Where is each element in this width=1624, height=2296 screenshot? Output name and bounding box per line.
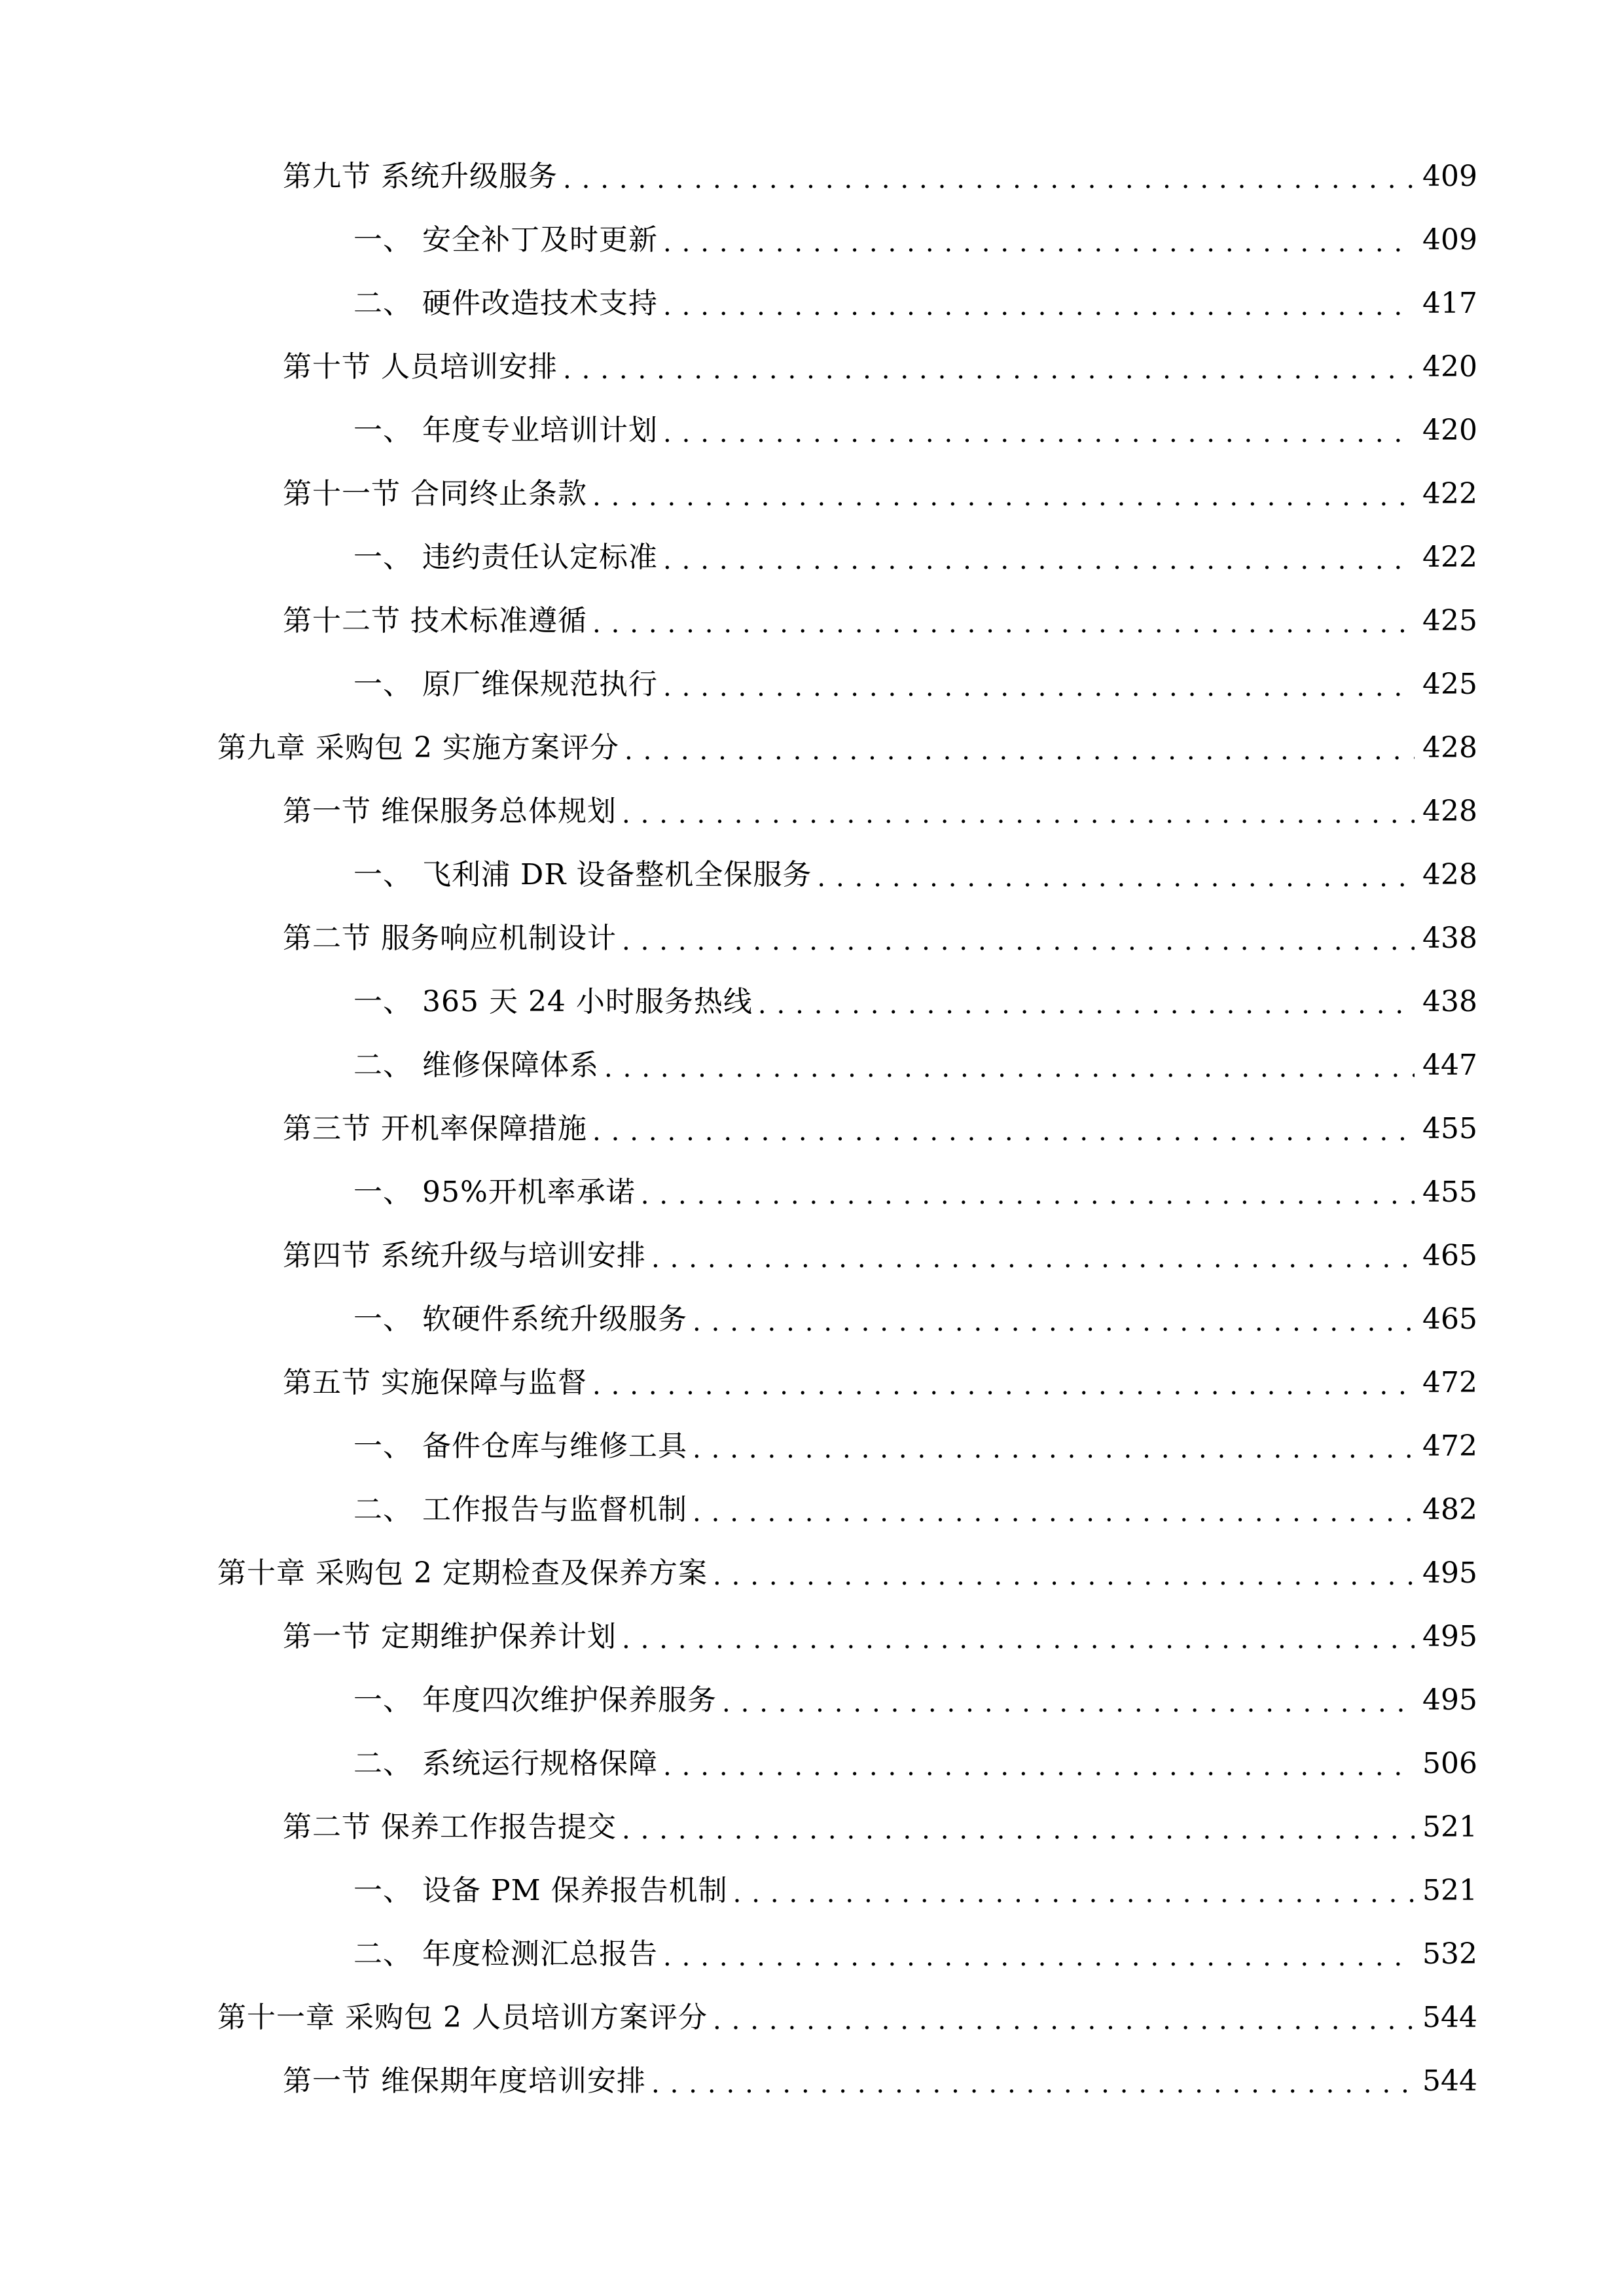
toc-entry-title: 二、 硬件改造技术支持 <box>353 287 658 320</box>
toc-entry-title: 一、 95%开机率承诺 <box>353 1175 636 1209</box>
toc-entry-page: 447 <box>1422 1049 1477 1082</box>
toc-entry-page: 422 <box>1422 541 1477 574</box>
toc-entry-title: 第二节 保养工作报告提交 <box>283 1810 617 1844</box>
toc-entry-title: 一、 原厂维保规范执行 <box>353 668 658 701</box>
toc-entry-page: 455 <box>1422 1112 1477 1145</box>
toc-entry-title: 二、 年度检测汇总报告 <box>353 1937 658 1971</box>
toc-entry-page: 532 <box>1422 1937 1477 1971</box>
toc-entry-title: 二、 工作报告与监督机制 <box>353 1493 687 1526</box>
toc-entry-page: 495 <box>1422 1556 1477 1590</box>
toc-leader-dots <box>641 1166 1415 1219</box>
toc-entry-page: 544 <box>1422 2064 1477 2098</box>
toc-entry-page: 425 <box>1422 604 1477 637</box>
toc-leader-dots <box>622 1801 1415 1854</box>
toc-entry-page: 422 <box>1422 477 1477 511</box>
toc-entry[interactable] <box>353 1928 1475 1981</box>
toc-leader-dots <box>693 1484 1415 1536</box>
toc-entry-title: 第一节 维保期年度培训安排 <box>283 2064 646 2098</box>
toc-entry-title: 一、 飞利浦 DR 设备整机全保服务 <box>353 858 812 891</box>
toc-leader-dots <box>693 1420 1415 1473</box>
toc-entry[interactable] <box>353 214 1475 266</box>
toc-entry[interactable] <box>283 151 1475 203</box>
toc-leader-dots <box>622 1611 1415 1663</box>
toc-leader-dots <box>592 468 1415 520</box>
toc-entry-title: 第十节 人员培训安排 <box>283 350 558 384</box>
toc-entry-page: 472 <box>1422 1366 1477 1399</box>
toc-entry[interactable] <box>217 722 1475 774</box>
toc-leader-dots <box>592 595 1415 647</box>
toc-leader-dots <box>563 341 1415 393</box>
toc-entry-page: 521 <box>1422 1874 1477 1907</box>
toc-entry-page: 472 <box>1422 1429 1477 1463</box>
toc-leader-dots <box>663 658 1415 711</box>
toc-entry-title: 一、 备件仓库与维修工具 <box>353 1429 687 1463</box>
toc-entry[interactable] <box>283 785 1475 838</box>
toc-entry-title: 一、 年度四次维护保养服务 <box>353 1683 717 1717</box>
toc-leader-dots <box>713 1547 1415 1600</box>
toc-entry-title: 一、 365 天 24 小时服务热线 <box>353 985 753 1018</box>
toc-entry-title: 二、 系统运行规格保障 <box>353 1747 658 1780</box>
toc-entry-title: 第十一节 合同终止条款 <box>283 477 587 511</box>
toc-entry-title: 第十章 采购包 2 定期检查及保养方案 <box>217 1556 708 1590</box>
toc-entry[interactable] <box>283 1103 1475 1155</box>
toc-entry[interactable] <box>283 1611 1475 1663</box>
toc-entry-page: 465 <box>1422 1239 1477 1272</box>
toc-leader-dots <box>663 404 1415 457</box>
toc-entry[interactable] <box>353 531 1475 584</box>
toc-entry-page: 428 <box>1422 858 1477 891</box>
toc-leader-dots <box>817 849 1415 901</box>
toc-entry-title: 第五节 实施保障与监督 <box>283 1366 587 1399</box>
toc-entry[interactable] <box>217 1992 1475 2044</box>
toc-entry[interactable] <box>283 1230 1475 1282</box>
toc-entry-page: 506 <box>1422 1747 1477 1780</box>
toc-entry[interactable] <box>353 976 1475 1028</box>
toc-entry[interactable] <box>353 1166 1475 1219</box>
toc-leader-dots <box>663 214 1415 266</box>
toc-entry-title: 二、 维修保障体系 <box>353 1049 599 1082</box>
toc-leader-dots <box>663 531 1415 584</box>
toc-entry-title: 第一节 定期维护保养计划 <box>283 1620 617 1653</box>
toc-leader-dots <box>758 976 1415 1028</box>
toc-entry-title: 第十二节 技术标准遵循 <box>283 604 587 637</box>
toc-entry-page: 420 <box>1422 350 1477 384</box>
toc-entry-page: 409 <box>1422 223 1477 257</box>
toc-entry[interactable] <box>353 1484 1475 1536</box>
toc-entry-page: 428 <box>1422 795 1477 828</box>
toc-leader-dots <box>624 722 1415 774</box>
toc-leader-dots <box>563 151 1415 203</box>
toc-leader-dots <box>604 1039 1415 1092</box>
toc-entry-page: 455 <box>1422 1175 1477 1209</box>
toc-entry-page: 428 <box>1422 731 1477 764</box>
toc-entry[interactable] <box>283 595 1475 647</box>
toc-entry[interactable] <box>283 912 1475 965</box>
toc-leader-dots <box>722 1674 1415 1727</box>
toc-entry-title: 一、 安全补丁及时更新 <box>353 223 658 257</box>
toc-entry-page: 495 <box>1422 1620 1477 1653</box>
toc-entry-page: 438 <box>1422 985 1477 1018</box>
toc-entry[interactable] <box>217 1547 1475 1600</box>
toc-entry-page: 417 <box>1422 287 1477 320</box>
toc-entry-page: 409 <box>1422 160 1477 193</box>
toc-entry[interactable] <box>353 849 1475 901</box>
toc-entry-page: 521 <box>1422 1810 1477 1844</box>
toc-entry-page: 482 <box>1422 1493 1477 1526</box>
toc-entry-title: 一、 软硬件系统升级服务 <box>353 1302 687 1336</box>
toc-leader-dots <box>651 2055 1415 2108</box>
toc-entry[interactable] <box>283 1801 1475 1854</box>
toc-entry-page: 495 <box>1422 1683 1477 1717</box>
toc-entry-title: 第九章 采购包 2 实施方案评分 <box>217 731 619 764</box>
toc-entry[interactable] <box>283 341 1475 393</box>
toc-entry-page: 438 <box>1422 922 1477 955</box>
toc-leader-dots <box>663 278 1415 330</box>
toc-leader-dots <box>733 1865 1415 1917</box>
toc-entry-title: 第二节 服务响应机制设计 <box>283 922 617 955</box>
toc-entry-page: 544 <box>1422 2001 1477 2034</box>
toc-entry[interactable] <box>353 1674 1475 1727</box>
toc-entry[interactable] <box>353 1738 1475 1790</box>
toc-leader-dots <box>622 785 1415 838</box>
toc-entry-page: 420 <box>1422 414 1477 447</box>
toc-entry-title: 第一节 维保服务总体规划 <box>283 795 617 828</box>
toc-entry[interactable] <box>283 1357 1475 1409</box>
toc-entry-page: 465 <box>1422 1302 1477 1336</box>
toc-entry-title: 一、 年度专业培训计划 <box>353 414 658 447</box>
toc-leader-dots <box>663 1928 1415 1981</box>
toc-entry[interactable] <box>283 2055 1475 2108</box>
toc-leader-dots <box>651 1230 1415 1282</box>
toc-entry[interactable] <box>353 278 1475 330</box>
toc-leader-dots <box>592 1357 1415 1409</box>
toc-leader-dots <box>622 912 1415 965</box>
toc-leader-dots <box>693 1293 1415 1346</box>
toc-entry[interactable] <box>353 1865 1475 1917</box>
toc-entry[interactable] <box>353 658 1475 711</box>
toc-entry[interactable] <box>283 468 1475 520</box>
toc-entry-title: 第三节 开机率保障措施 <box>283 1112 587 1145</box>
toc-entry-page: 425 <box>1422 668 1477 701</box>
toc-entry[interactable] <box>353 1293 1475 1346</box>
toc-leader-dots <box>713 1992 1415 2044</box>
toc-leader-dots <box>592 1103 1415 1155</box>
toc-entry[interactable] <box>353 1420 1475 1473</box>
toc-leader-dots <box>663 1738 1415 1790</box>
toc-entry-title: 一、 违约责任认定标准 <box>353 541 658 574</box>
toc-entry-title: 一、 设备 PM 保养报告机制 <box>353 1874 728 1907</box>
toc-entry-title: 第四节 系统升级与培训安排 <box>283 1239 646 1272</box>
toc-entry[interactable] <box>353 404 1475 457</box>
toc-entry-title: 第十一章 采购包 2 人员培训方案评分 <box>217 2001 708 2034</box>
toc-entry[interactable] <box>353 1039 1475 1092</box>
toc-entry-title: 第九节 系统升级服务 <box>283 160 558 193</box>
